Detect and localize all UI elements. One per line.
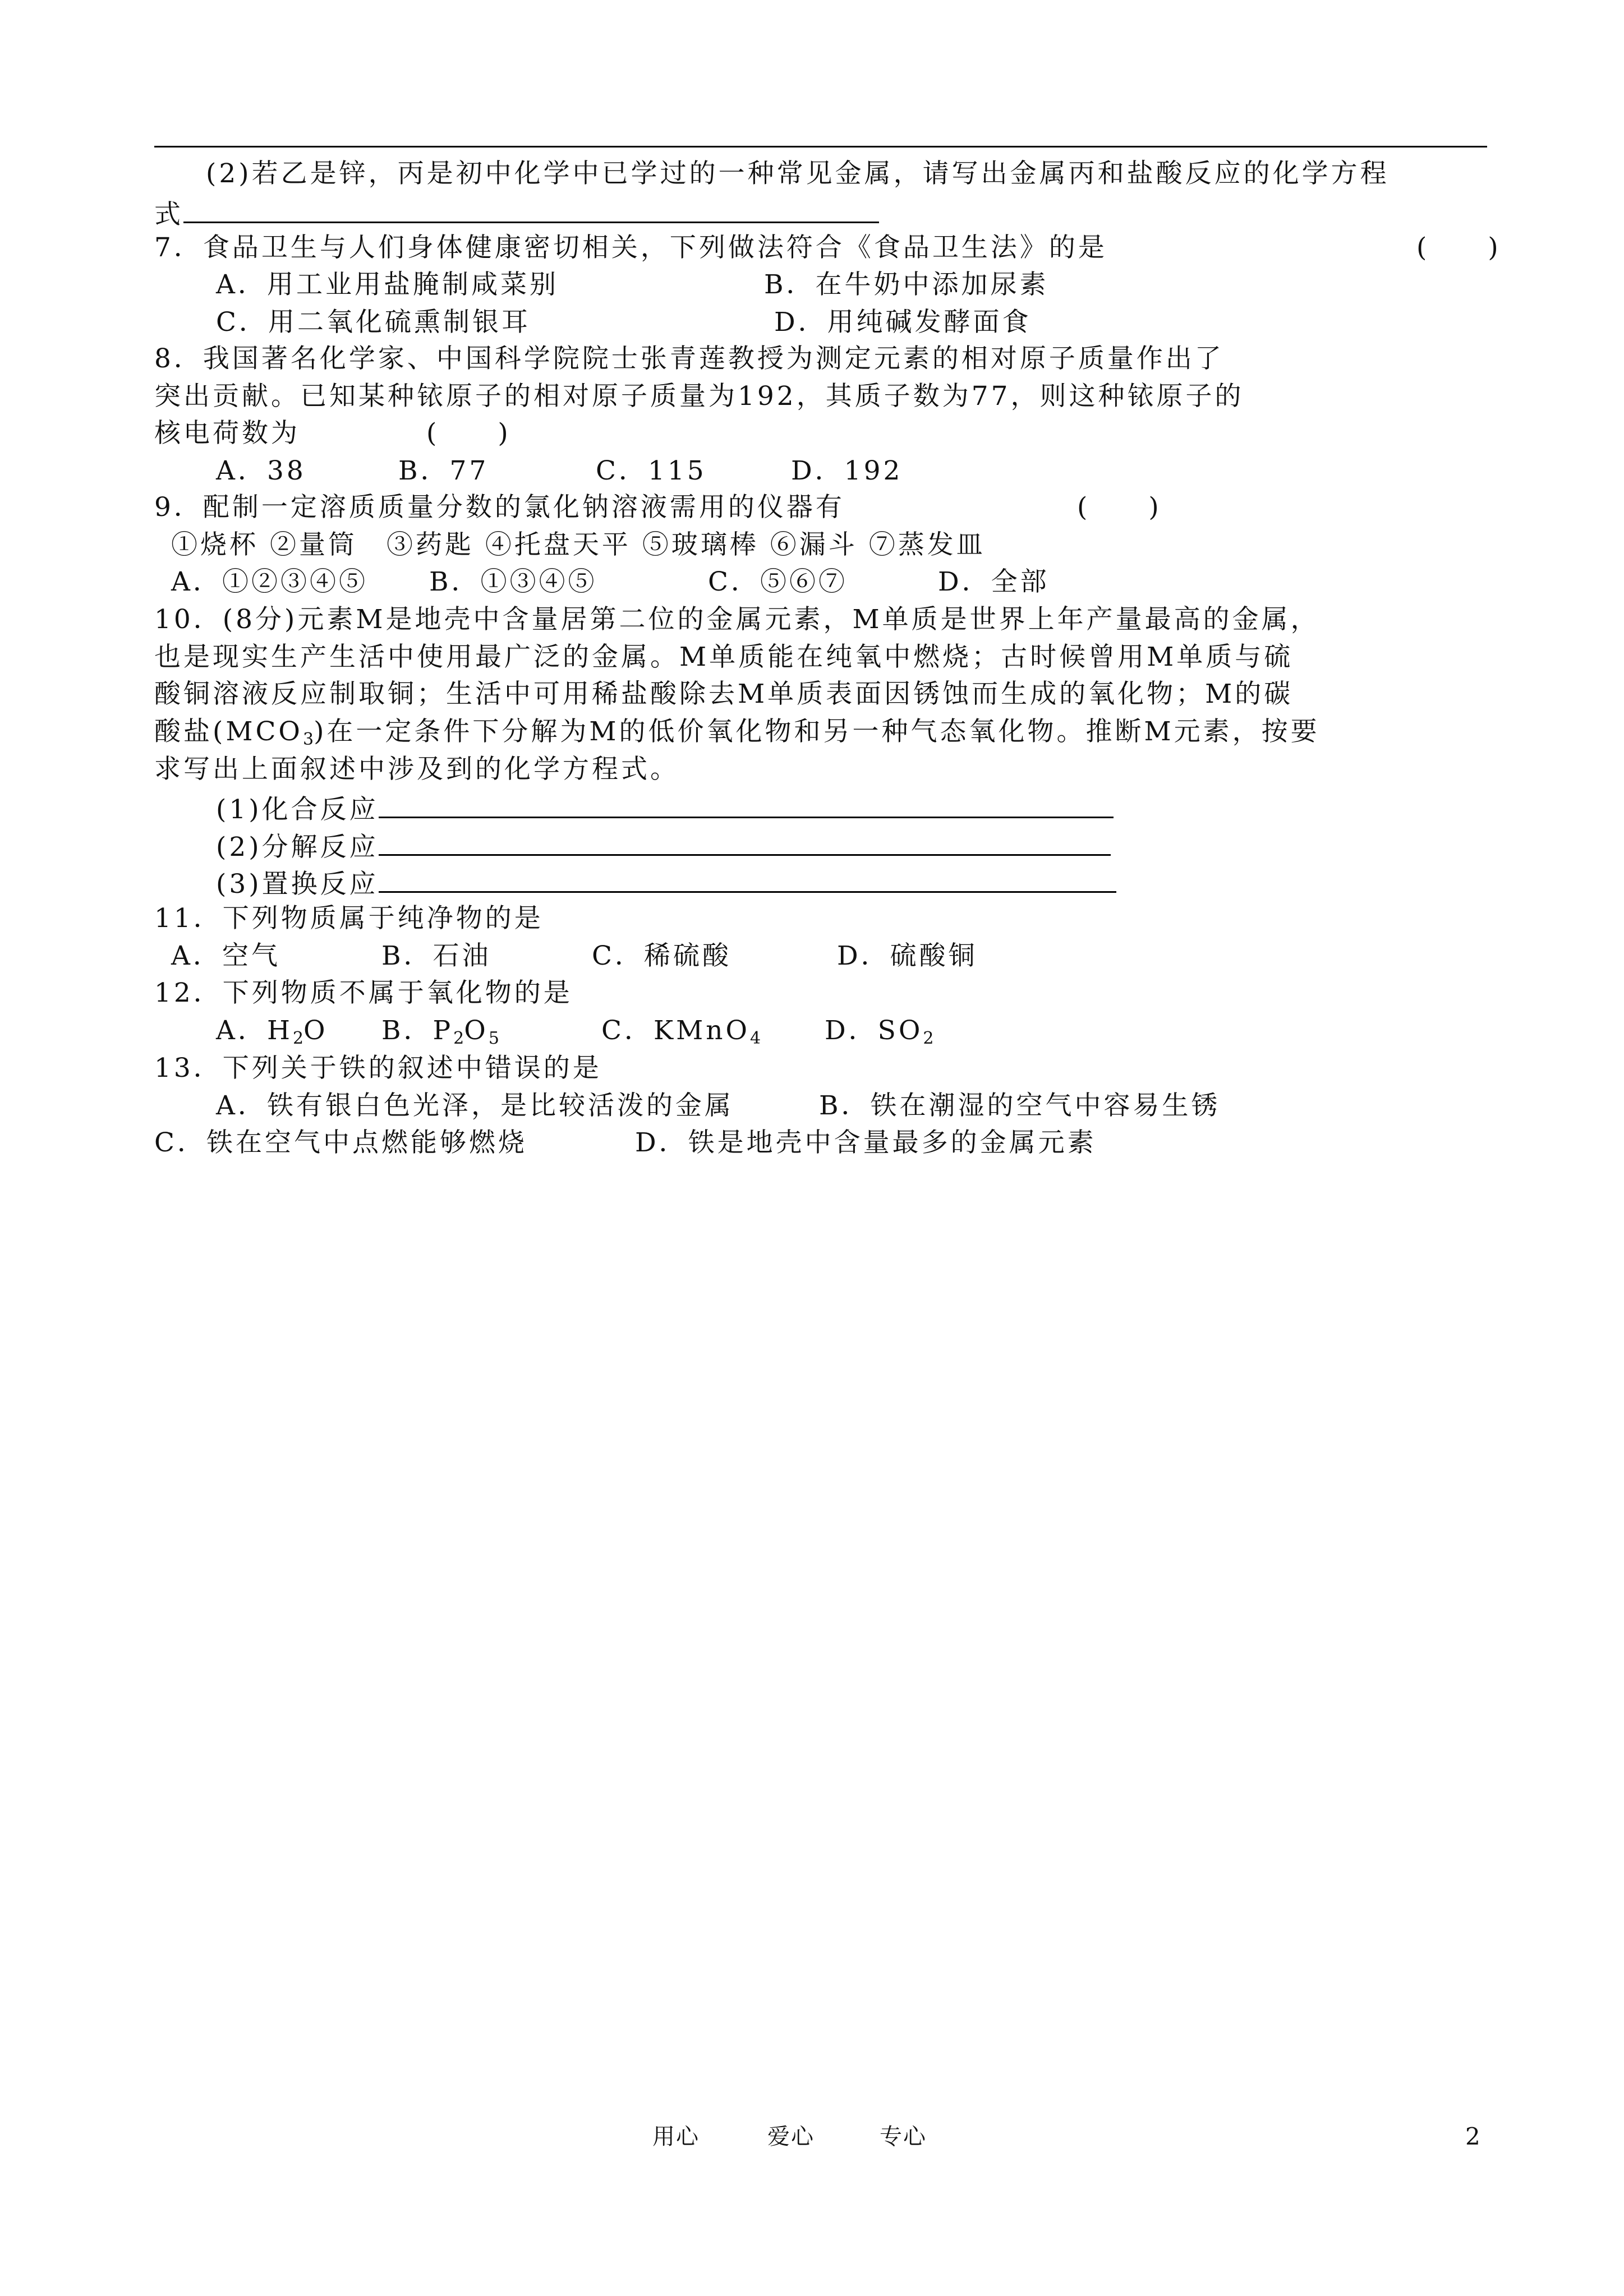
q12-c-pre: C．KMnO	[601, 1015, 750, 1046]
q6-sub2-cont: 式	[154, 199, 183, 230]
q9-answer-paren: ( )	[1077, 492, 1162, 523]
q12-c-sub: 4	[750, 1029, 761, 1048]
q9-items: ①烧杯 ②量筒 ③药匙 ④托盘天平 ⑤玻璃棒 ⑥漏斗 ⑦蒸发皿	[171, 529, 986, 560]
answer-blank[interactable]	[379, 864, 1116, 893]
q11-option-d: D．硫酸铜	[837, 940, 978, 971]
answer-blank[interactable]	[379, 827, 1111, 856]
footer-word-1: 用心	[652, 2124, 700, 2150]
q12-a-sub: 2	[292, 1029, 304, 1048]
q7-option-a: A．用工业用盐腌制咸菜别	[216, 269, 559, 300]
q12-option-c	[601, 1014, 761, 1055]
q7-option-d: D．用纯碱发酵面食	[774, 307, 1032, 338]
q9-option-d: D．全部	[938, 566, 1050, 597]
q12-stem: 12．下列物质不属于氧化物的是	[154, 978, 573, 1008]
q8-option-b: B．77	[398, 455, 489, 486]
answer-blank[interactable]	[379, 790, 1114, 818]
q10-part1-label: (1)化合反应	[216, 794, 379, 825]
header-rule	[154, 146, 1487, 147]
q9-stem: 9．配制一定溶质质量分数的氯化钠溶液需用的仪器有	[154, 492, 845, 523]
q9-option-b: B．①③④⑤	[429, 566, 597, 597]
q10-line4	[154, 715, 1320, 757]
q10-line4-sub: 3	[302, 730, 314, 749]
q10-line3: 酸铜溶液反应制取铜；生活中可用稀盐酸除去M单质表面因锈蚀而生成的氧化物；M的碳	[154, 679, 1294, 709]
q12-option-d	[825, 1014, 934, 1055]
q10-line1: 10．(8分)元素M是地壳中含量居第二位的金属元素，M单质是世界上年产量最高的金属，	[154, 604, 1320, 635]
q13-option-c: C．铁在空气中点燃能够燃烧	[154, 1127, 527, 1158]
q7-answer-paren: ( )	[1416, 232, 1501, 263]
q10-part2-label: (2)分解反应	[216, 832, 379, 863]
q12-b-sub2: 5	[488, 1029, 499, 1048]
q6-answer-line	[154, 195, 879, 232]
q8-option-a: A．38	[216, 455, 306, 486]
q8-line3: 核电荷数为	[154, 418, 300, 449]
q11-option-c: C．稀硫酸	[592, 940, 732, 971]
q13-option-d: D．铁是地壳中含量最多的金属元素	[635, 1127, 1097, 1158]
q12-option-b	[381, 1014, 499, 1055]
q10-part2	[216, 827, 1111, 864]
q7-stem: 7．食品卫生与人们身体健康密切相关，下列做法符合《食品卫生法》的是	[154, 232, 1107, 263]
q12-b-pre: B．P	[381, 1015, 454, 1046]
footer-word-2: 爱心	[767, 2124, 815, 2150]
q8-option-d: D．192	[791, 455, 903, 486]
q12-d-pre: D．SO	[825, 1015, 923, 1046]
answer-blank[interactable]	[183, 195, 879, 223]
q13-stem: 13．下列关于铁的叙述中错误的是	[154, 1053, 602, 1084]
page-number: 2	[1465, 2123, 1480, 2150]
q10-part1	[216, 790, 1114, 827]
q12-a-post: O	[303, 1015, 328, 1046]
q6-sub2: (2)若乙是锌，丙是初中化学中已学过的一种常见金属，请写出金属丙和盐酸反应的化学方程	[206, 158, 1390, 189]
q11-option-a: A．空气	[171, 940, 280, 971]
q8-line2: 突出贡献。已知某种铱原子的相对原子质量为192，其质子数为77，则这种铱原子的	[154, 381, 1244, 412]
q13-option-a: A．铁有银白色光泽，是比较活泼的金属	[216, 1090, 734, 1121]
q10-line4-post: )在一定条件下分解为M的低价氧化物和另一种气态氧化物。推断M元素，按要	[314, 716, 1320, 747]
q13-option-b: B．铁在潮湿的空气中容易生锈	[819, 1090, 1221, 1121]
q10-line4-pre: 酸盐(MCO	[154, 716, 303, 747]
q12-b-sub1: 2	[453, 1029, 464, 1048]
q12-option-a	[216, 1014, 328, 1055]
q12-a-pre: A．H	[216, 1015, 293, 1046]
q11-stem: 11．下列物质属于纯净物的是	[154, 903, 544, 934]
q10-part3-label: (3)置换反应	[216, 869, 379, 900]
q8-option-c: C．115	[596, 455, 707, 486]
q8-answer-paren: ( )	[426, 418, 511, 449]
q8-line1: 8．我国著名化学家、中国科学院院士张青莲教授为测定元素的相对原子质量作出了	[154, 343, 1224, 374]
footer-word-3: 专心	[880, 2124, 927, 2150]
q11-option-b: B．石油	[381, 940, 491, 971]
q10-line5: 求写出上面叙述中涉及到的化学方程式。	[154, 754, 679, 785]
q12-d-sub: 2	[923, 1029, 934, 1048]
q9-option-c: C．⑤⑥⑦	[708, 566, 848, 597]
q12-b-mid: O	[464, 1015, 489, 1046]
q10-line2: 也是现实生产生活中使用最广泛的金属。M单质能在纯氧中燃烧；古时候曾用M单质与硫	[154, 642, 1294, 672]
q7-option-b: B．在牛奶中添加尿素	[764, 269, 1049, 300]
q9-option-a: A．①②③④⑤	[171, 566, 368, 597]
q7-option-c: C．用二氧化硫熏制银耳	[216, 307, 531, 338]
q10-part3	[216, 864, 1116, 901]
